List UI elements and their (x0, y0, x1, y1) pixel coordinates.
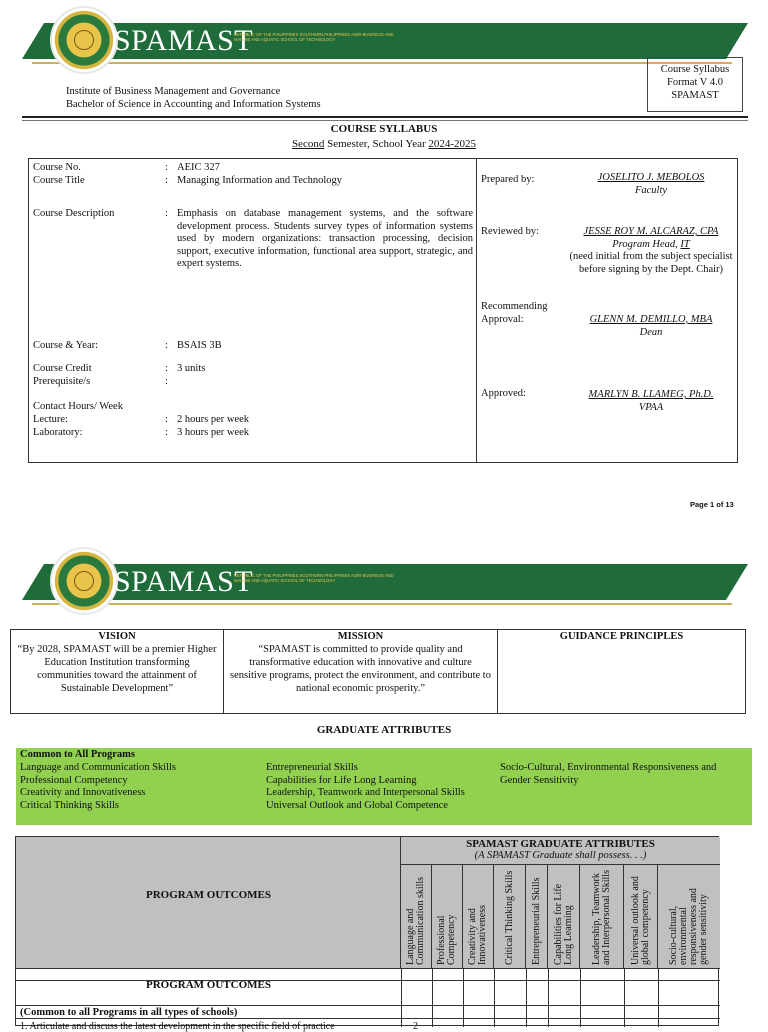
outcome-item: 1. Articulate and discuss the latest development in the specific field of practice (20, 1021, 335, 1032)
program-outcomes-header: PROGRAM OUTCOMES (16, 837, 401, 969)
attribute-column-header: Socio-cultural, environmental responsiveness and gender sensitivity (668, 888, 709, 965)
attributes-column-3: Socio-Cultural, Environmental Responsiveness and Gender Sensitivity (500, 762, 717, 786)
page-number: Page 1 of 13 (690, 500, 734, 509)
outcomes-matrix (15, 836, 719, 1032)
header-banner (22, 547, 750, 619)
institute-block (66, 86, 321, 111)
attribute-column-header: Creativity and Innovativeness (463, 865, 494, 969)
syllabus-title: COURSE SYLLABUS (330, 123, 438, 135)
format-line: Format V 4.0 (667, 77, 723, 88)
attributes-column-2: Entrepreneurial Skills Capabilities for Life Long Learning Leadership, Teamwork and Interpersonal Skills Universal Outlook and Global Competence (266, 762, 465, 811)
course-info-table: Course No. : AEIC 327 Course Title : Managing Information and Technology Course Description : Emphasis on database management systems, and the software development process. Students survey types of information systems used by modern organizations: transaction processing, decision support, executive information, functional area support, strategic, and expert systems. Course & Year: : BSAIS 3B Course Credit : 3 units Prerequisite/s : Contact Hours/ Week Lecture: : 2 hours per week Laboratory: : 3 hours per week Prepared by: JOSELITO J. MEBOLOS Faculty Reviewed by: JESSE ROY M. ALCARAZ, CPA Program Head, IT (need initial from the subject specialist before signing by the Dept. Chair) Recommending Approval: GLENN M. DEMILLO, MBA Dean Approved: MARLYN B. LLAMEG, Ph.D. VPAA (28, 158, 738, 463)
school-name: SPAMAST (114, 24, 254, 57)
common-programs-row: (Common to all Programs in all types of schools) (20, 1007, 238, 1018)
institute-name: Institute of Business Management and Governance (66, 86, 281, 97)
school-subtitle: REPUBLIC OF THE PHILIPPINES SOUTHERN PHILIPPINES AGRI-BUSINESS AND MARINE AND AQUATIC SCHOOL OF TECHNOLOGY (234, 32, 394, 42)
attribute-column-header: Language and Communication skills (401, 865, 432, 969)
banner-underline (32, 62, 732, 64)
banner-underline (32, 603, 732, 605)
school-seal-logo (50, 6, 118, 74)
format-box (647, 57, 743, 112)
format-line: Course Syllabus (660, 64, 730, 75)
divider (22, 116, 748, 118)
attribute-column-header: Entrepreneurial Skills (526, 865, 548, 969)
attribute-column-header: Critical Thinking Skills (494, 865, 526, 969)
program-outcomes-row-title: PROGRAM OUTCOMES (146, 979, 271, 991)
school-name: SPAMAST (114, 565, 254, 598)
attribute-columns (401, 865, 720, 969)
graduate-attributes-header: SPAMAST GRADUATE ATTRIBUTES (A SPAMAST Graduate shall possess. . .) (401, 837, 720, 865)
vision-cell: VISION “By 2028, SPAMAST will be a premier Higher Education Institution transforming communities toward the attainment of Sustainable Development” (11, 630, 224, 713)
mission-cell: MISSION “SPAMAST is committed to provide quality and transformative education with innovative and culture sensitive programs, protect the environment, and contribute to national economic prosperity.” (224, 630, 498, 713)
semester-line: Second Semester, School Year 2024-2025 (291, 138, 477, 150)
format-line: SPAMAST (671, 90, 719, 101)
graduate-attributes-title: GRADUATE ATTRIBUTES (316, 724, 452, 736)
attribute-column-header: Professional Competency (432, 865, 463, 969)
graduate-attributes-box (16, 748, 752, 825)
school-seal-logo (50, 547, 118, 615)
attributes-column-1: Language and Communication Skills Professional Competency Creativity and Innovativeness Critical Thinking Skills (20, 762, 177, 811)
school-subtitle: REPUBLIC OF THE PHILIPPINES SOUTHERN PHILIPPINES AGRI-BUSINESS AND MARINE AND AQUATIC SCHOOL OF TECHNOLOGY (234, 573, 394, 583)
attribute-column-header: Universal outlook and global competency (624, 865, 658, 969)
program-name: Bachelor of Science in Accounting and Information Systems (66, 98, 321, 110)
header-banner (22, 6, 750, 78)
column-lines (401, 969, 720, 1027)
vision-mission-table (10, 629, 746, 714)
guidance-cell: GUIDANCE PRINCIPLES (559, 631, 684, 642)
outcome-mark: 2 (413, 1021, 418, 1032)
attribute-column-header: Capabilities for Life Long Learning (548, 865, 580, 969)
attributes-heading: Common to All Programs (20, 749, 136, 760)
divider (22, 120, 748, 121)
attribute-column-header: Leadership, Teamwork and Interpersonal Skills (580, 865, 624, 969)
